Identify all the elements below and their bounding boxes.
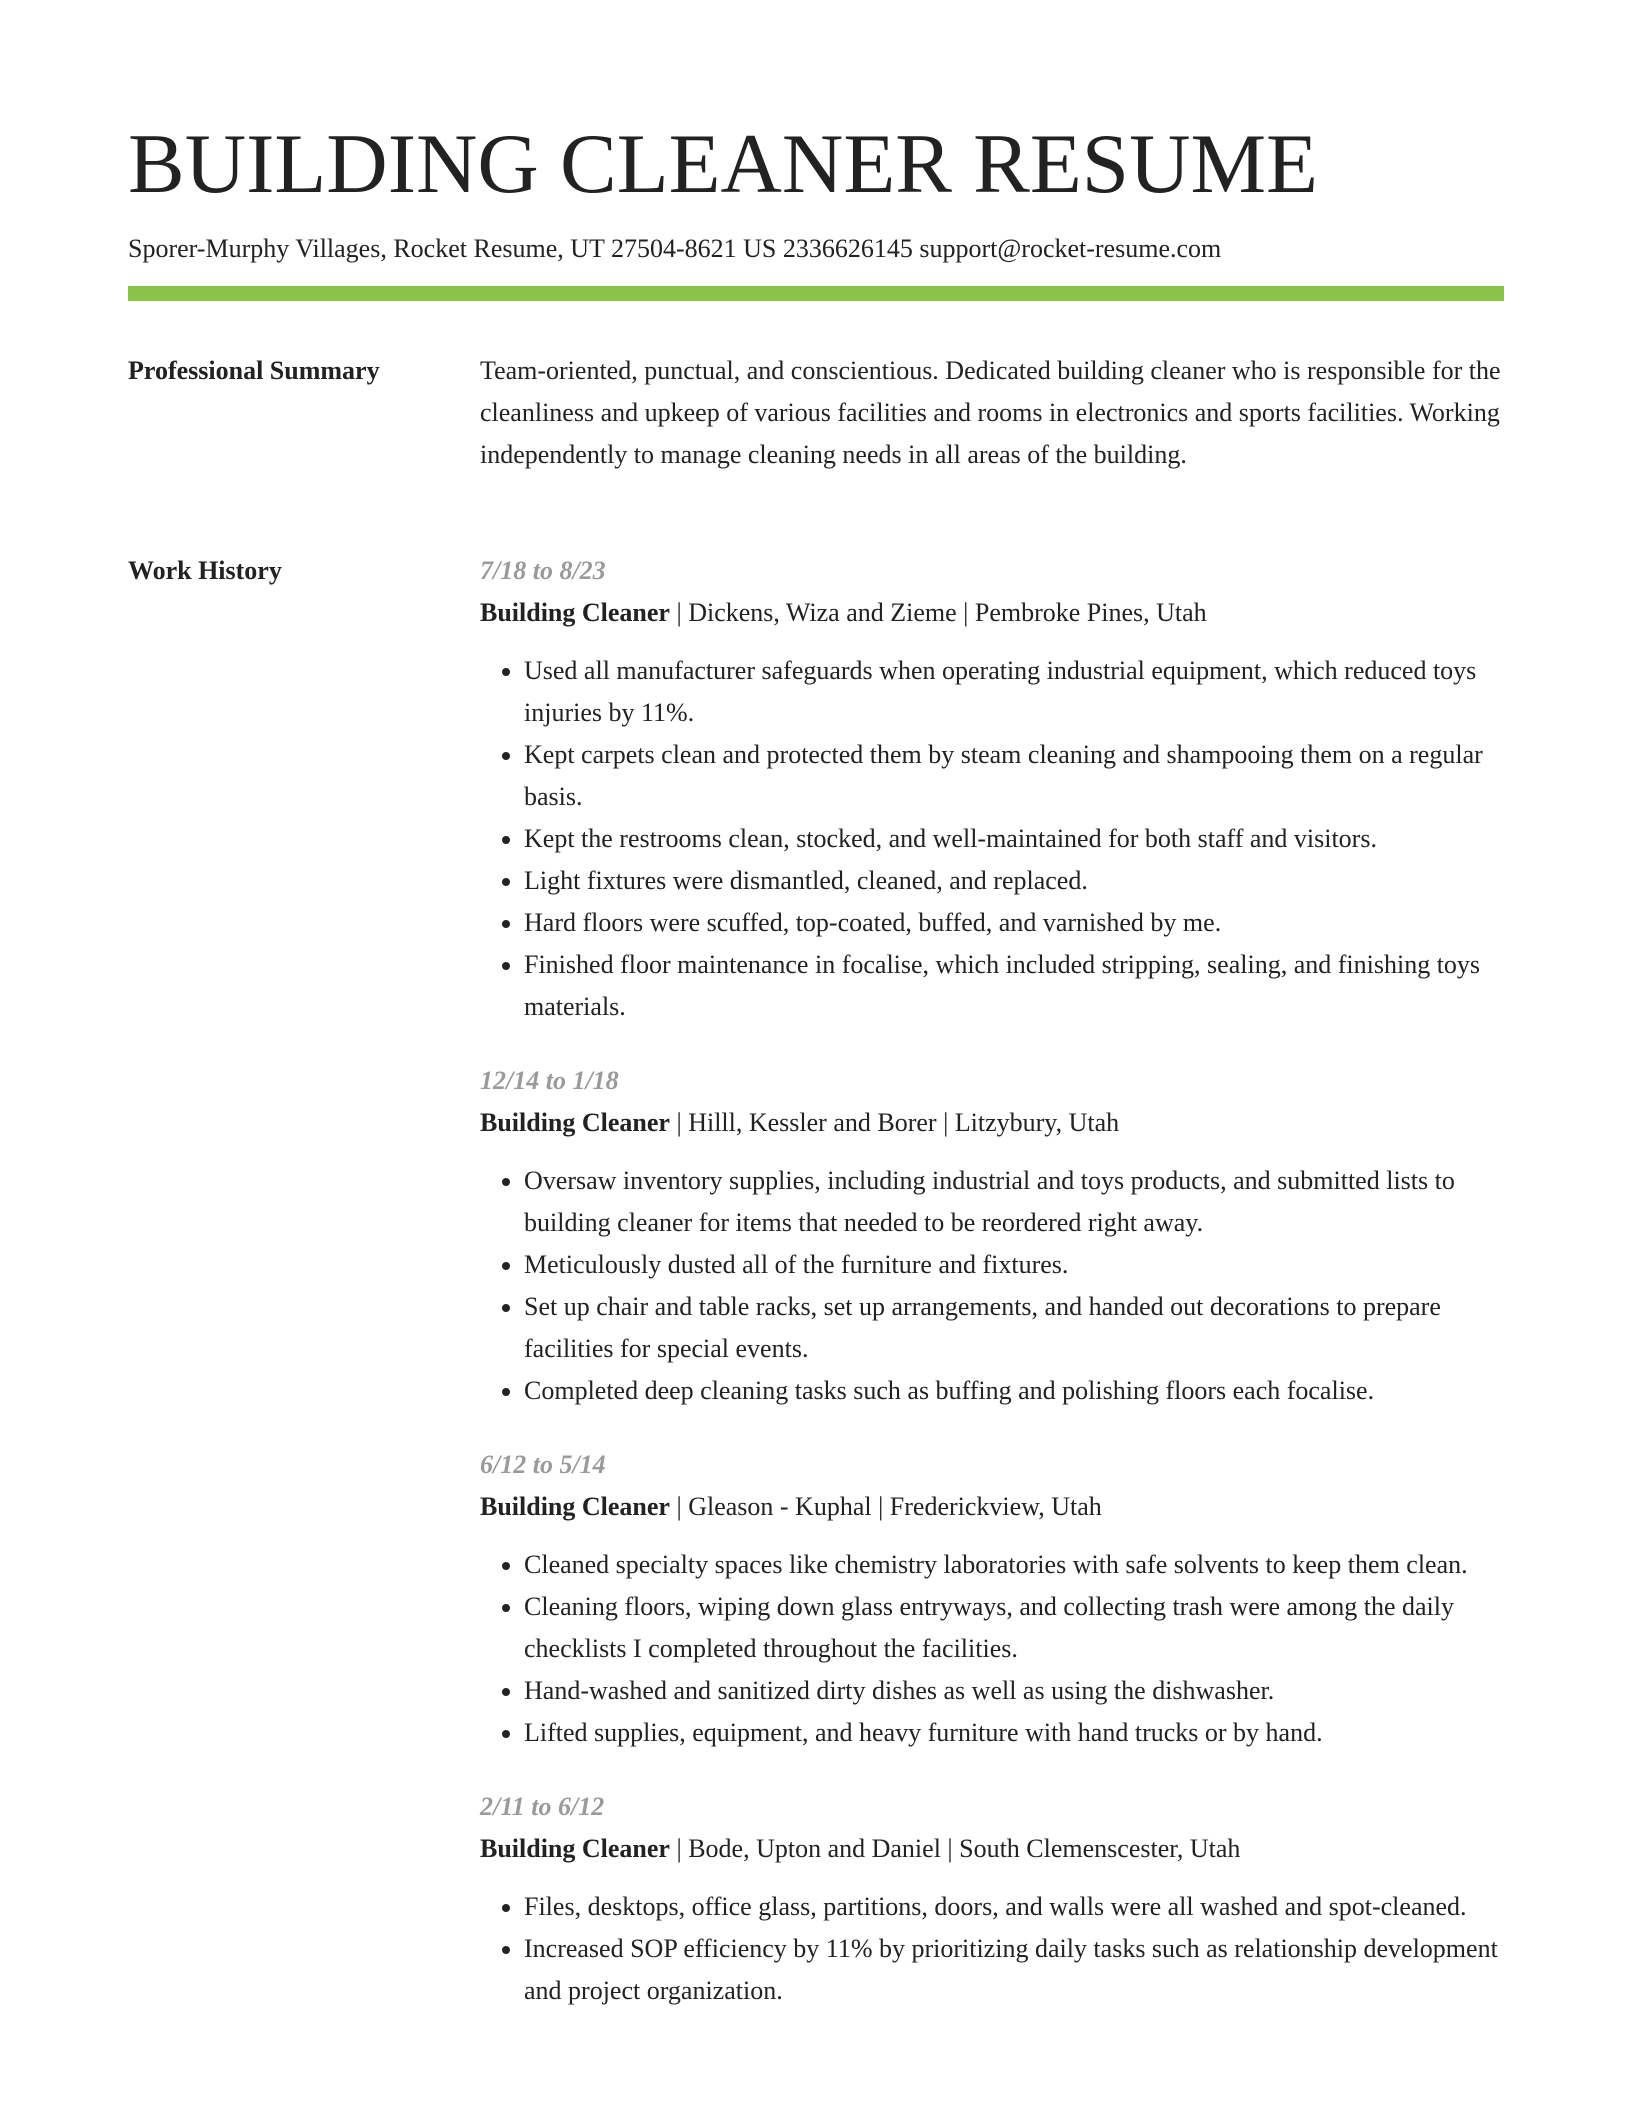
contact-line: Sporer-Murphy Villages, Rocket Resume, UT 27504-8621 US 2336626145 support@rocket-resume.com	[128, 234, 1222, 263]
job-employer-location: | Hilll, Kessler and Borer | Litzybury, Utah	[669, 1108, 1120, 1137]
job-heading	[480, 592, 1504, 634]
job-entry	[480, 1060, 1504, 1412]
job-duty-item: • Cleaning floors, wiping down glass entryways, and collecting trash were among the daily checklists I completed throughout the facilities.	[524, 1586, 1504, 1670]
job-duty-item: • Finished floor maintenance in focalise, which included stripping, sealing, and finishing toys materials.	[524, 944, 1504, 1028]
job-title: Building Cleaner	[480, 598, 670, 627]
job-dates: 12/14 to 1/18	[480, 1066, 619, 1095]
job-entry	[480, 1444, 1504, 1754]
job-duty-item: • Set up chair and table racks, set up arrangements, and handed out decorations to prepare facilities for special events.	[524, 1286, 1504, 1370]
professional-summary-body	[480, 350, 1504, 476]
job-title: Building Cleaner	[480, 1108, 670, 1137]
job-entry	[480, 1786, 1504, 2012]
job-dates: 6/12 to 5/14	[480, 1450, 606, 1479]
job-entry	[480, 550, 1504, 1028]
job-duty-item: • Lifted supplies, equipment, and heavy furniture with hand trucks or by hand.	[524, 1712, 1504, 1754]
job-duty-item: • Hand-washed and sanitized dirty dishes as well as using the dishwasher.	[524, 1670, 1504, 1712]
accent-divider	[128, 286, 1504, 301]
job-duties-list	[480, 650, 1504, 1028]
job-duty-item: • Completed deep cleaning tasks such as buffing and polishing floors each focalise.	[524, 1370, 1504, 1412]
job-dates: 2/11 to 6/12	[480, 1792, 605, 1821]
section-label-work-history: Work History	[128, 556, 282, 585]
job-heading	[480, 1102, 1504, 1144]
job-duty-item: • Kept the restrooms clean, stocked, and well-maintained for both staff and visitors.	[524, 818, 1504, 860]
job-duty-item: • Used all manufacturer safeguards when operating industrial equipment, which reduced toys injuries by 11%.	[524, 650, 1504, 734]
job-duties-list	[480, 1544, 1504, 1754]
job-duty-item: • Files, desktops, office glass, partitions, doors, and walls were all washed and spot-cleaned.	[524, 1886, 1504, 1928]
job-employer-location: | Dickens, Wiza and Zieme | Pembroke Pines, Utah	[669, 598, 1207, 627]
job-title: Building Cleaner	[480, 1492, 670, 1521]
job-employer-location: | Bode, Upton and Daniel | South Clemenscester, Utah	[669, 1834, 1241, 1863]
section-label-professional-summary: Professional Summary	[128, 356, 380, 385]
job-employer-location: | Gleason - Kuphal | Frederickview, Utah	[669, 1492, 1102, 1521]
job-duty-item: • Kept carpets clean and protected them by steam cleaning and shampooing them on a regular basis.	[524, 734, 1504, 818]
job-duty-item: • Oversaw inventory supplies, including industrial and toys products, and submitted lists to building cleaner for items that needed to be reordered right away.	[524, 1160, 1504, 1244]
resume-title: BUILDING CLEANER RESUME	[128, 117, 1318, 211]
job-heading	[480, 1828, 1504, 1870]
job-duty-item: • Increased SOP efficiency by 11% by prioritizing daily tasks such as relationship development and project organization.	[524, 1928, 1504, 2012]
work-history-list	[480, 550, 1504, 2044]
job-duty-item: • Cleaned specialty spaces like chemistry laboratories with safe solvents to keep them clean.	[524, 1544, 1504, 1586]
job-dates: 7/18 to 8/23	[480, 556, 606, 585]
job-heading	[480, 1486, 1504, 1528]
job-title: Building Cleaner	[480, 1834, 670, 1863]
job-duties-list	[480, 1886, 1504, 2012]
job-duty-item: • Hard floors were scuffed, top-coated, buffed, and varnished by me.	[524, 902, 1504, 944]
professional-summary-text: Team-oriented, punctual, and conscientious. Dedicated building cleaner who is responsible for the cleanliness and upkeep of various facilities and rooms in electronics and sports facilities. Working independently to manage cleaning needs in all areas of the building.	[480, 356, 1501, 469]
job-duty-item: • Meticulously dusted all of the furniture and fixtures.	[524, 1244, 1504, 1286]
job-duties-list	[480, 1160, 1504, 1412]
job-duty-item: • Light fixtures were dismantled, cleaned, and replaced.	[524, 860, 1504, 902]
